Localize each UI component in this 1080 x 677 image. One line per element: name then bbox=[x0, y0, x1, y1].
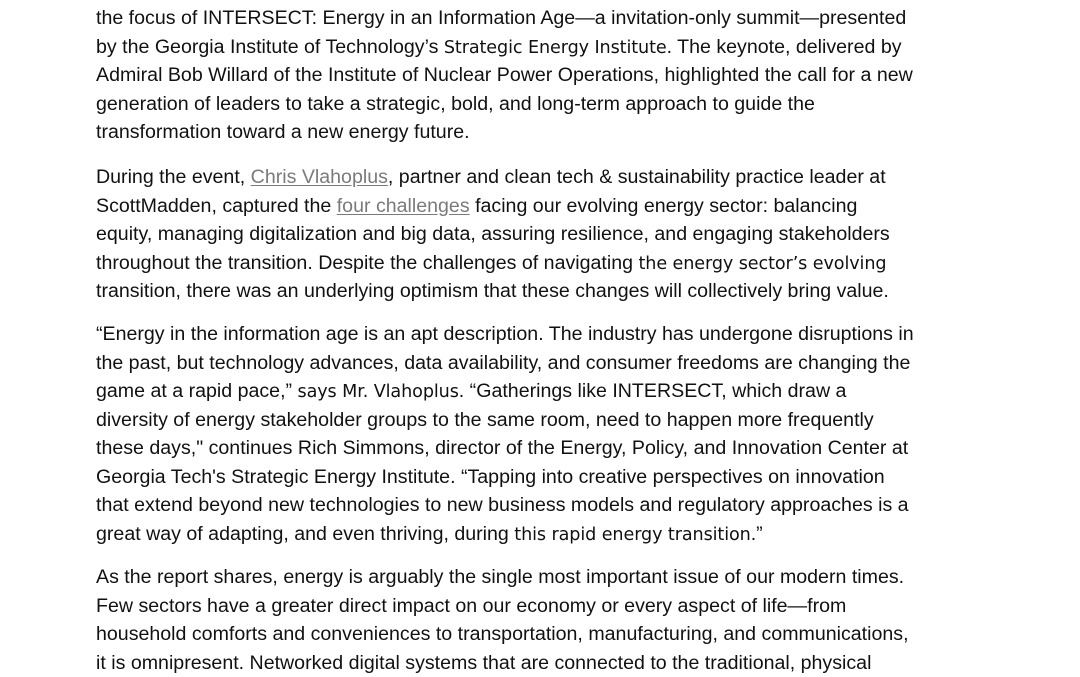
text-line bbox=[96, 649, 909, 677]
text-run: Few sectors have a greater direct impact on our economy or every aspect of life—from bbox=[96, 595, 846, 617]
text-run: throughout the transition. Despite the challenges of navigating bbox=[96, 252, 638, 274]
text-run: Georgia Tech's Strategic Energy Institute. “Tapping into creative perspectives on innovation bbox=[96, 466, 885, 488]
text-run: this rapid energy transition bbox=[514, 525, 750, 545]
text-line bbox=[96, 61, 913, 90]
text-run: the past, but technology advances, data availability, and consumer freedoms are changing the bbox=[96, 352, 910, 374]
text-run: it is omnipresent. Networked digital systems that are connected to the traditional, physical bbox=[96, 652, 871, 674]
text-line bbox=[96, 33, 913, 62]
text-run: diversity of energy stakeholder groups to the same room, need to happen more frequently bbox=[96, 409, 874, 431]
text-run: equity, managing digitalization and big data, assuring resilience, and engaging stakeholders bbox=[96, 223, 890, 245]
text-line bbox=[96, 377, 914, 406]
text-line bbox=[96, 277, 890, 306]
text-run: the energy sector’s evolving bbox=[638, 254, 886, 274]
text-run: Admiral Bob Willard of the Institute of Nuclear Power Operations, highlighted the call for a new bbox=[96, 64, 913, 86]
text-run: “Energy in the information age is an apt description. The industry has undergone disruptions in bbox=[96, 323, 914, 345]
text-line bbox=[96, 220, 890, 249]
text-line bbox=[96, 491, 914, 520]
text-line bbox=[96, 320, 914, 349]
text-line bbox=[96, 163, 890, 192]
text-run: says Mr. Vlahoplus bbox=[298, 382, 459, 402]
strategic-energy-institute-text: Strategic Energy Institute bbox=[444, 38, 667, 58]
text-line bbox=[96, 406, 914, 435]
text-run: great way of adapting, and even thriving, during bbox=[96, 523, 514, 545]
text-run: . “Gatherings like INTERSECT, which draw a bbox=[459, 380, 847, 402]
text-run: by the Georgia Institute of Technology’s bbox=[96, 36, 444, 58]
text-line bbox=[96, 463, 914, 492]
text-run: , partner and clean tech & sustainability practice leader at bbox=[388, 166, 886, 188]
text-line bbox=[96, 520, 914, 549]
text-line bbox=[96, 90, 913, 119]
paragraph-intersect-summit bbox=[96, 4, 913, 147]
text-line bbox=[96, 249, 890, 278]
text-run: As the report shares, energy is arguably the single most important issue of our modern times. bbox=[96, 566, 904, 588]
text-run: During the event, bbox=[96, 166, 251, 188]
paragraph-report-shares bbox=[96, 563, 909, 677]
text-line bbox=[96, 4, 913, 33]
text-run: generation of leaders to take a strategic, bold, and long-term approach to guide the bbox=[96, 93, 815, 115]
text-line bbox=[96, 592, 909, 621]
text-run: these days," continues Rich Simmons, director of the Energy, Policy, and Innovation Center at bbox=[96, 437, 908, 459]
text-run: the focus of INTERSECT: Energy in an Information Age—a invitation-only summit—presented bbox=[96, 7, 906, 29]
paragraph-quote bbox=[96, 320, 914, 548]
text-line bbox=[96, 434, 914, 463]
text-line bbox=[96, 620, 909, 649]
text-line bbox=[96, 118, 913, 147]
text-run: game at a rapid pace,” bbox=[96, 380, 298, 402]
text-run: household comforts and conveniences to transportation, manufacturing, and communications, bbox=[96, 623, 909, 645]
text-run: that extend beyond new technologies to new business models and regulatory approaches is a bbox=[96, 494, 909, 516]
text-line bbox=[96, 349, 914, 378]
text-run: transition, there was an underlying optimism that these changes will collectively bring value. bbox=[96, 280, 889, 302]
chris-vlahoplus-link[interactable]: Chris Vlahoplus bbox=[251, 166, 388, 188]
text-run: . The keynote, delivered by bbox=[667, 36, 902, 58]
paragraph-event-challenges bbox=[96, 163, 890, 306]
text-run: ScottMadden, captured the bbox=[96, 195, 337, 217]
text-line bbox=[96, 192, 890, 221]
text-run: .” bbox=[751, 523, 763, 545]
four-challenges-link[interactable]: four challenges bbox=[337, 195, 470, 217]
text-run: transformation toward a new energy future. bbox=[96, 121, 470, 143]
text-line bbox=[96, 563, 909, 592]
text-run: facing our evolving energy sector: balancing bbox=[470, 195, 858, 217]
